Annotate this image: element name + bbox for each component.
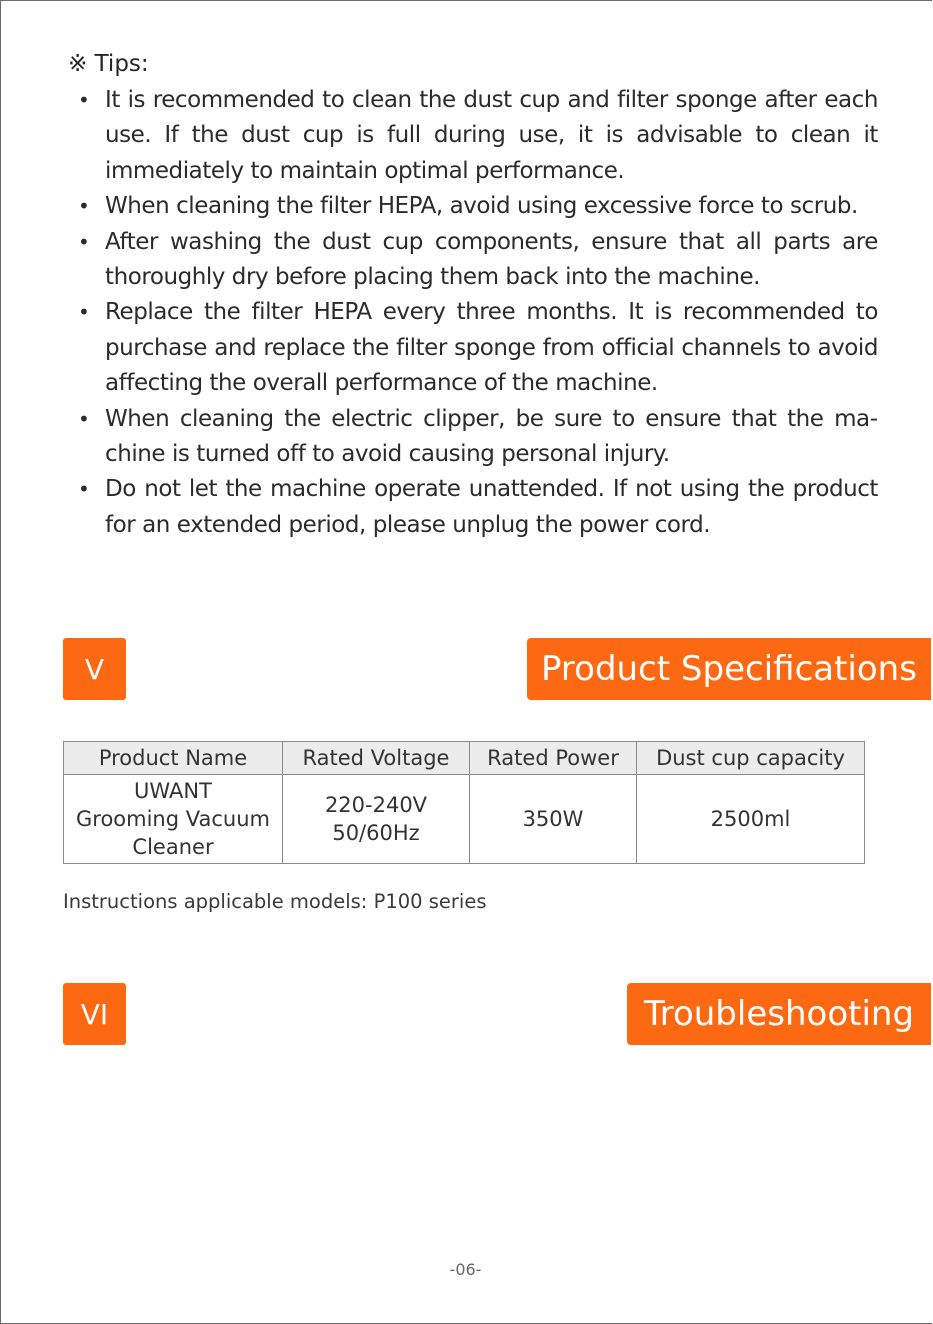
header-rated-voltage: Rated Voltage <box>283 742 470 775</box>
applicable-models-note: Instructions applicable models: P100 series <box>63 890 487 913</box>
tips-title: ※ Tips: <box>68 51 149 77</box>
cell-dust-cup-capacity: 2500ml <box>637 775 865 864</box>
tip-item <box>78 189 878 224</box>
section-title-troubleshooting: Troubleshooting <box>627 983 931 1045</box>
bullet-icon: • <box>78 229 90 254</box>
cell-rated-voltage <box>283 775 470 864</box>
voltage-line: 220-240V <box>324 793 428 817</box>
section-number-vi: VI <box>63 983 126 1045</box>
tip-text: Do not let the machine operate unattended. If not using the product for an extended period, please unplug the power cord. <box>105 476 878 538</box>
tip-text: Replace the filter HEPA every three months. It is recommended to purchase and replace the filter sponge from official channels to avoid affecting the overall performance of the machine. <box>105 299 878 397</box>
specifications-table <box>63 741 865 864</box>
bullet-icon: • <box>78 194 90 219</box>
bullet-icon: • <box>78 88 90 112</box>
tips-list <box>78 83 878 543</box>
table-header-row <box>64 742 865 775</box>
tip-text: After washing the dust cup components, ensure that all parts are thoroughly dry before placing them back into the machine. <box>105 228 878 291</box>
product-name-line: UWANT <box>134 779 212 803</box>
header-dust-cup-capacity: Dust cup capacity <box>637 742 865 775</box>
table-row <box>64 775 865 864</box>
product-name-line: Grooming Vacuum <box>76 807 270 831</box>
bullet-icon: • <box>78 300 90 325</box>
tip-item <box>78 472 878 543</box>
voltage-line: 50/60Hz <box>332 821 420 845</box>
bullet-icon: • <box>78 406 90 431</box>
section-number-v: V <box>63 638 126 700</box>
cell-product-name <box>64 775 283 864</box>
tip-item <box>78 83 878 189</box>
tip-item <box>78 225 878 296</box>
header-rated-power: Rated Power <box>470 742 637 775</box>
header-product-name: Product Name <box>64 742 283 775</box>
tip-text: It is recommended to clean the dust cup and filter sponge after each use. If the dust cup is full during use, it is advisable to clean it immediately to maintain optimal performance. <box>105 87 878 184</box>
cell-rated-power: 350W <box>470 775 637 864</box>
page-number: -06- <box>449 1260 482 1279</box>
tip-item <box>78 402 878 473</box>
tip-item <box>78 295 878 401</box>
tip-text: When cleaning the filter HEPA, avoid using excessive force to scrub. <box>105 193 858 220</box>
tip-text: When cleaning the electric clipper, be sure to ensure that the machine is turned off to avoid causing personal injury. <box>105 405 878 468</box>
bullet-icon: • <box>78 477 90 502</box>
product-name-line: Cleaner <box>132 835 214 859</box>
section-title-product-specifications: Product Specifications <box>527 638 931 700</box>
